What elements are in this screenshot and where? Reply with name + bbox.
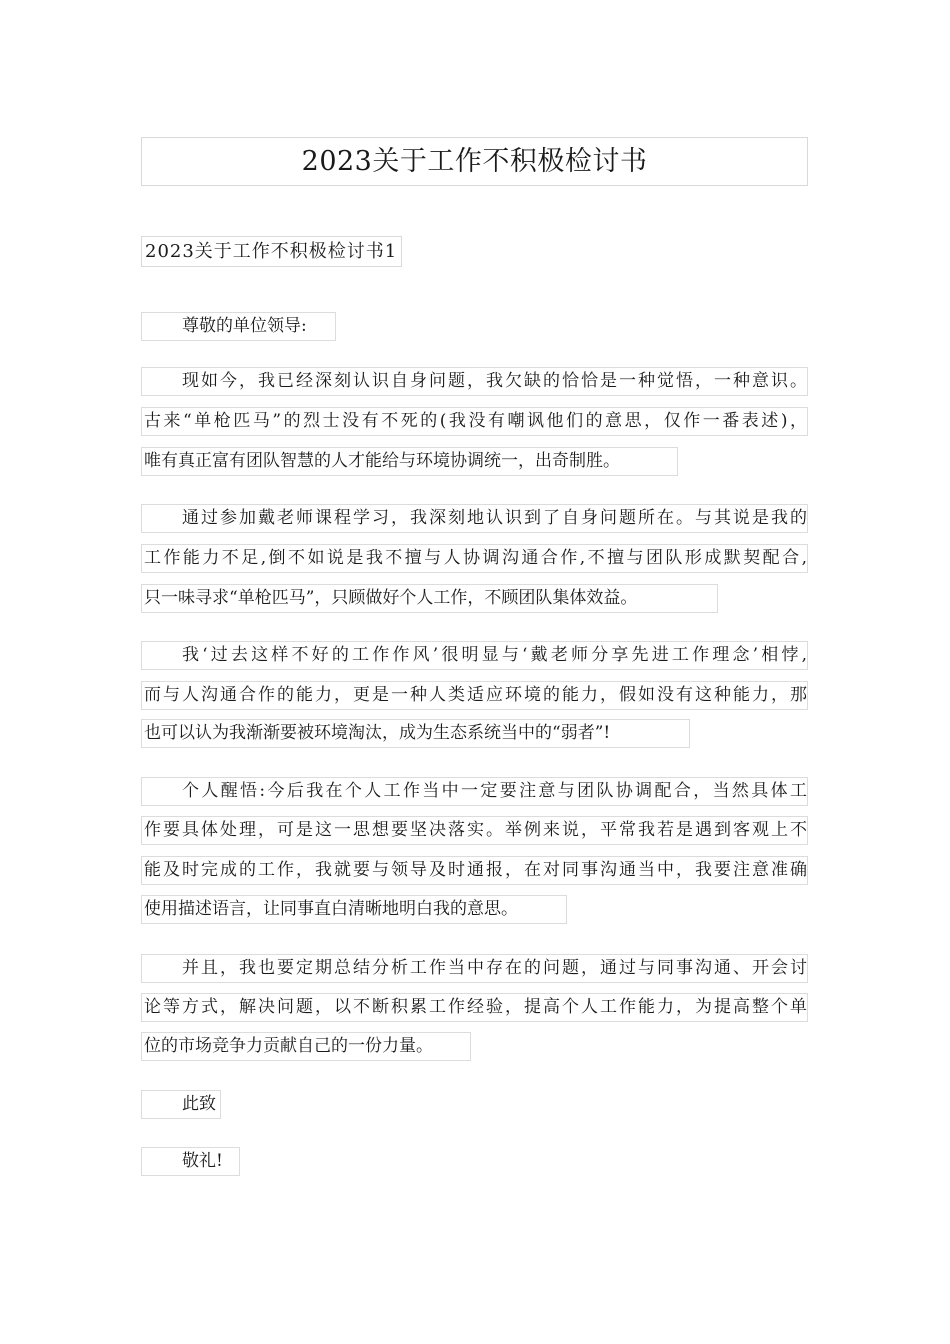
closing-line: 此致: [141, 1090, 221, 1119]
paragraph-line: 并且，我也要定期总结分析工作当中存在的问题，通过与同事沟通、开会讨: [141, 954, 808, 983]
paragraph-line: 通过参加戴老师课程学习，我深刻地认识到了自身问题所在。与其说是我的: [141, 504, 808, 533]
paragraph-line: 而与人沟通合作的能力，更是一种人类适应环境的能力，假如没有这种能力，那: [141, 681, 808, 710]
paragraph-line: 能及时完成的工作，我就要与领导及时通报，在对同事沟通当中，我要注意准确: [141, 856, 808, 885]
section-heading: 2023关于工作不积极检讨书1: [141, 236, 402, 267]
paragraph-line: 工作能力不足,倒不如说是我不擅与人协调沟通合作,不擅与团队形成默契配合,: [141, 544, 808, 573]
paragraph-line: 位的市场竞争力贡献自己的一份力量。: [141, 1032, 471, 1061]
salutation-line: 尊敬的单位领导:: [141, 312, 336, 341]
paragraph-line: 作要具体处理，可是这一思想要坚决落实。举例来说，平常我若是遇到客观上不: [141, 816, 808, 845]
paragraph-line: 也可以认为我渐渐要被环境淘汰，成为生态系统当中的“弱者”!: [141, 719, 690, 748]
paragraph-line: 个人醒悟:今后我在个人工作当中一定要注意与团队协调配合，当然具体工: [141, 777, 808, 806]
paragraph-line: 只一味寻求“单枪匹马”，只顾做好个人工作，不顾团队集体效益。: [141, 584, 718, 613]
paragraph-line: 古来“单枪匹马”的烈士没有不死的(我没有嘲讽他们的意思，仅作一番表述)，: [141, 407, 808, 436]
paragraph-line: 我‘过去这样不好的工作作风’很明显与‘戴老师分享先进工作理念’相悖,: [141, 641, 808, 670]
paragraph-line: 论等方式，解决问题，以不断积累工作经验，提高个人工作能力，为提高整个单: [141, 993, 808, 1022]
paragraph-line: 唯有真正富有团队智慧的人才能给与环境协调统一，出奇制胜。: [141, 447, 678, 476]
paragraph-line: 使用描述语言，让同事直白清晰地明白我的意思。: [141, 895, 567, 924]
paragraph-line: 现如今，我已经深刻认识自身问题，我欠缺的恰恰是一种觉悟，一种意识。: [141, 367, 808, 396]
document-title: 2023关于工作不积极检讨书: [141, 137, 808, 186]
closing-line: 敬礼!: [141, 1147, 240, 1176]
